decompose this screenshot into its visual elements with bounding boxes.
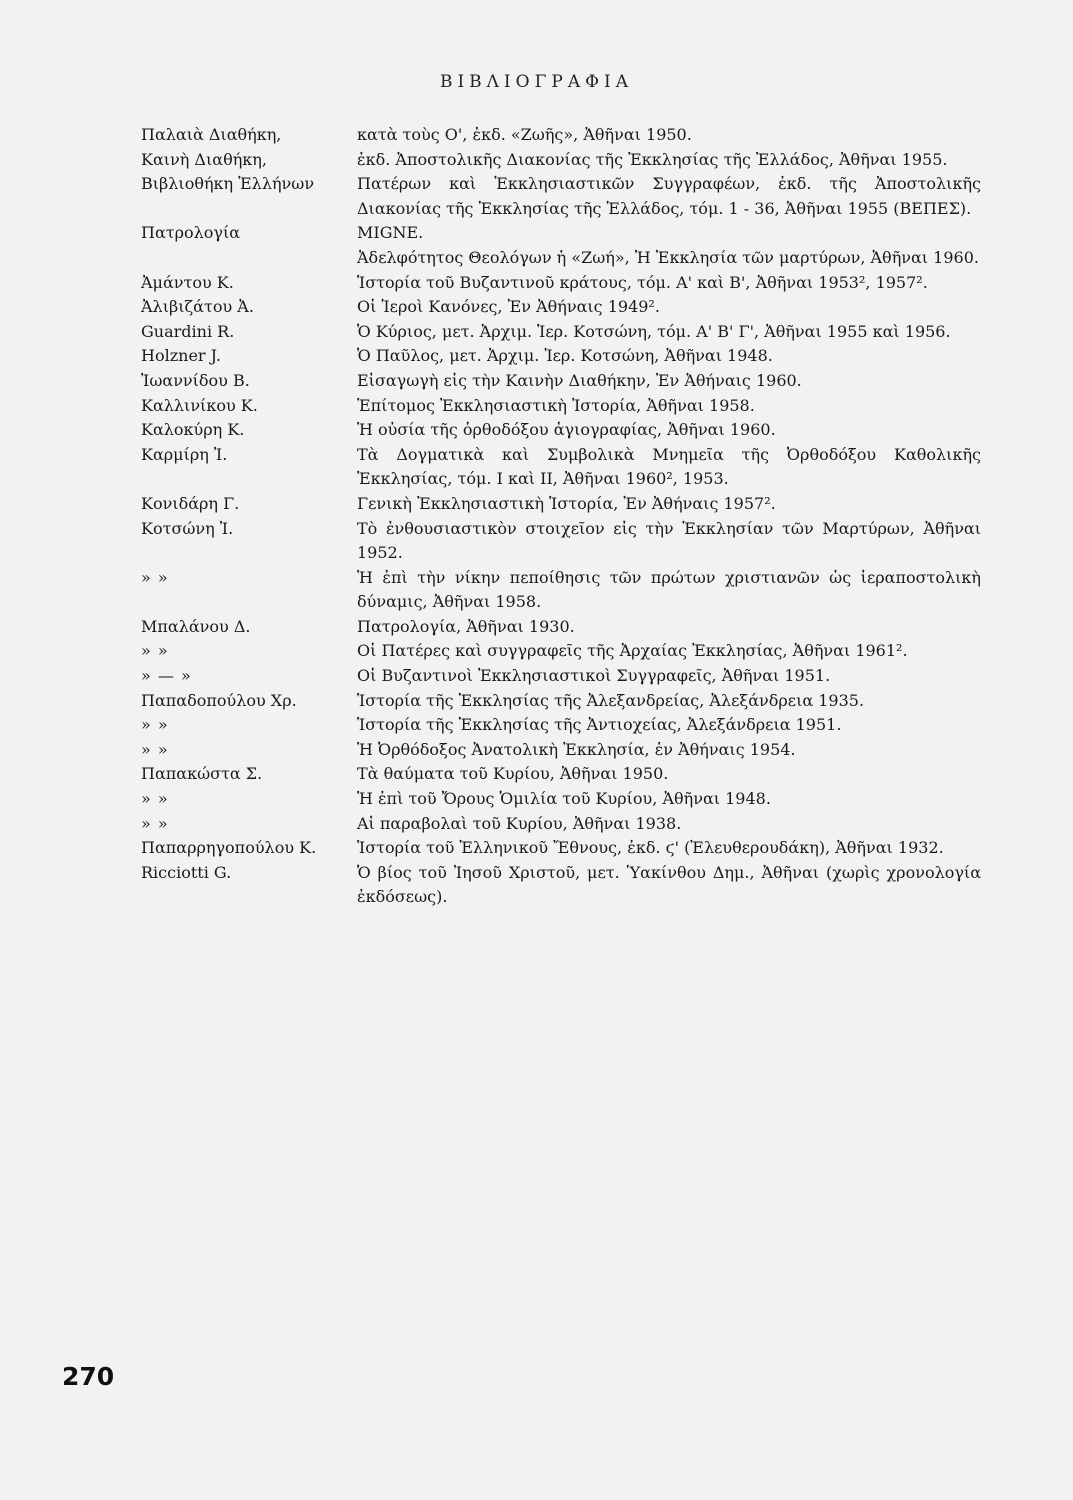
entry-work: Ἐπίτομος Ἐκκλησιαστικὴ Ἱστορία, Ἀθῆναι 1958. xyxy=(357,395,755,415)
page-title: ΒΙΒΛΙΟΓΡΑΦΙΑ xyxy=(439,72,634,92)
bibliography-entry xyxy=(141,787,981,812)
entry-work: Γενικὴ Ἐκκλησιαστικὴ Ἱστορία, Ἐν Ἀθήναις 1957². xyxy=(357,493,776,513)
entry-author: Μπαλάνου Δ. xyxy=(141,616,251,636)
entry-work: Ὁ Κύριος, μετ. Ἀρχιμ. Ἱερ. Κοτσώνη, τόμ. Α' Β' Γ', Ἀθῆναι 1955 καὶ 1956. xyxy=(357,321,951,341)
entry-author: Βιβλιοθήκη Ἑλλήνων xyxy=(141,174,315,194)
entry-author: Ricciotti G. xyxy=(141,862,232,882)
bibliography-entry xyxy=(141,689,981,714)
entry-author: Ἀλιβιζάτου Ἀ. xyxy=(141,297,254,317)
entry-author-ditto: » » xyxy=(141,739,169,759)
bibliography-entry xyxy=(141,148,981,173)
entry-work: Οἱ Βυζαντινοὶ Ἐκκλησιαστικοὶ Συγγραφεῖς, Ἀθῆναι 1951. xyxy=(357,666,831,686)
entry-author: Κοτσώνη Ἰ. xyxy=(141,518,234,538)
page-number: 270 xyxy=(62,1362,115,1391)
bibliography-entry xyxy=(141,320,981,345)
bibliography-entry xyxy=(141,566,981,615)
entry-author-ditto: » » xyxy=(141,813,169,833)
entry-work: Τὰ Δογματικὰ καὶ Συμβολικὰ Μνημεῖα τῆς Ὀρθοδόξου Καθολικῆς Ἐκκλησίας, τόμ. Ι καὶ ΙΙ, Ἀθῆναι 1960², 1953. xyxy=(357,444,981,489)
entry-author-ditto: » » xyxy=(141,715,169,735)
entry-work: κατὰ τοὺς Ο', ἐκδ. «Ζωῆς», Ἀθῆναι 1950. xyxy=(357,125,692,144)
bibliography-entry xyxy=(141,172,981,221)
bibliography-entry xyxy=(141,664,981,689)
bibliography-entry xyxy=(141,271,981,296)
entry-work: Πατέρων καὶ Ἐκκλησιαστικῶν Συγγραφέων, ἐκδ. τῆς Ἀποστολικῆς Διακονίας τῆς Ἐκκλησίας τῆς Ἑλλάδος, τόμ. 1 - 36, Ἀθῆναι 1955 (ΒΕΠΕΣ). xyxy=(357,174,981,218)
entry-author: Κονιδάρη Γ. xyxy=(141,493,240,513)
entry-author: Καινὴ Διαθήκη, xyxy=(141,149,267,169)
entry-work: Εἰσαγωγὴ εἰς τὴν Καινὴν Διαθήκην, Ἐν Ἀθήναις 1960. xyxy=(357,370,802,390)
entry-author-ditto: » » xyxy=(141,641,169,661)
entry-work: Οἱ Ἱεροὶ Κανόνες, Ἐν Ἀθήναις 1949². xyxy=(357,297,660,317)
bibliography-entry xyxy=(141,344,981,369)
entry-work: Ἀδελφότητος Θεολόγων ἡ «Ζωή», Ἡ Ἐκκλησία τῶν μαρτύρων, Ἀθῆναι 1960. xyxy=(357,247,979,267)
bibliography-entry xyxy=(141,738,981,763)
bibliography-entry xyxy=(141,762,981,787)
entry-author: Καλοκύρη Κ. xyxy=(141,420,245,440)
bibliography-entry xyxy=(141,492,981,517)
entry-work: Ἱστορία τῆς Ἐκκλησίας τῆς Ἀλεξανδρείας, Ἀλεξάνδρεια 1935. xyxy=(357,690,865,710)
entry-author: Παπακώστα Σ. xyxy=(141,764,263,784)
entry-author: Holzner J. xyxy=(141,346,221,366)
bibliography-entry xyxy=(141,861,981,910)
entry-work: Ἱστορία τοῦ Ἑλληνικοῦ Ἔθνους, ἐκδ. ϛ' (Ἐλευθερουδάκη), Ἀθῆναι 1932. xyxy=(357,838,944,858)
entry-author: Guardini R. xyxy=(141,321,235,341)
entry-work: Ἡ ἐπὶ τὴν νίκην πεποίθησις τῶν πρώτων χριστιανῶν ὡς ἱεραποστολικὴ δύναμις, Ἀθῆναι 1958. xyxy=(357,567,981,612)
entry-work: Πατρολογία, Ἀθῆναι 1930. xyxy=(357,616,575,636)
entry-work: Τὰ θαύματα τοῦ Κυρίου, Ἀθῆναι 1950. xyxy=(357,764,669,784)
entry-work: Ἡ Ὀρθόδοξος Ἀνατολικὴ Ἐκκλησία, ἐν Ἀθήναις 1954. xyxy=(357,739,796,759)
entry-author: Παπαρρηγοπούλου Κ. xyxy=(141,838,317,858)
bibliography-entry xyxy=(141,812,981,837)
entry-author: Παπαδοπούλου Χρ. xyxy=(141,690,297,710)
bibliography-entry xyxy=(141,246,981,271)
entry-work: MIGNE. xyxy=(357,223,424,243)
entry-work: Ὁ βίος τοῦ Ἰησοῦ Χριστοῦ, μετ. Ὑακίνθου Δημ., Ἀθῆναι (χωρὶς χρονολογία ἐκδόσεως). xyxy=(357,862,981,907)
bibliography-entry xyxy=(141,394,981,419)
bibliography-list xyxy=(141,123,981,910)
entry-work: Τὸ ἐνθουσιαστικὸν στοιχεῖον εἰς τὴν Ἐκκλησίαν τῶν Μαρτύρων, Ἀθῆναι 1952. xyxy=(357,518,981,563)
entry-work: Οἱ Πατέρες καὶ συγγραφεῖς τῆς Ἀρχαίας Ἐκκλησίας, Ἀθῆναι 1961². xyxy=(357,641,908,661)
entry-author-ditto: » » xyxy=(141,567,169,587)
entry-author: Καλλινίκου Κ. xyxy=(141,395,258,415)
entry-work: Ἡ ἐπὶ τοῦ Ὄρους Ὁμιλία τοῦ Κυρίου, Ἀθῆναι 1948. xyxy=(357,789,771,809)
bibliography-entry xyxy=(141,517,981,566)
bibliography-entry xyxy=(141,221,981,246)
bibliography-entry xyxy=(141,615,981,640)
entry-work: Ἱστορία τοῦ Βυζαντινοῦ κράτους, τόμ. Α' καὶ Β', Ἀθῆναι 1953², 1957². xyxy=(357,272,928,292)
bibliography-entry xyxy=(141,123,981,148)
bibliography-entry xyxy=(141,418,981,443)
entry-author: Ἰωαννίδου Β. xyxy=(141,370,250,390)
entry-author-ditto: » — » xyxy=(141,666,192,686)
entry-author: Ἀμάντου Κ. xyxy=(141,272,234,292)
entry-author: Παλαιὰ Διαθήκη, xyxy=(141,125,282,144)
bibliography-entry xyxy=(141,369,981,394)
bibliography-entry xyxy=(141,443,981,492)
entry-work: Ἡ οὐσία τῆς ὀρθοδόξου ἁγιογραφίας, Ἀθῆναι 1960. xyxy=(357,420,776,440)
entry-author-ditto: » » xyxy=(141,789,169,809)
bibliography-entry xyxy=(141,639,981,664)
bibliography-entry xyxy=(141,836,981,861)
entry-work: Ἱστορία τῆς Ἐκκλησίας τῆς Ἀντιοχείας, Ἀλεξάνδρεια 1951. xyxy=(357,715,842,735)
bibliography-entry xyxy=(141,713,981,738)
entry-work: Αἱ παραβολαὶ τοῦ Κυρίου, Ἀθῆναι 1938. xyxy=(357,813,682,833)
bibliography-entry xyxy=(141,295,981,320)
entry-work: ἐκδ. Ἀποστολικῆς Διακονίας τῆς Ἐκκλησίας τῆς Ἑλλάδος, Ἀθῆναι 1955. xyxy=(357,149,948,169)
entry-author: Καρμίρη Ἰ. xyxy=(141,444,228,464)
entry-work: Ὁ Παῦλος, μετ. Ἀρχιμ. Ἱερ. Κοτσώνη, Ἀθῆναι 1948. xyxy=(357,346,773,366)
entry-author: Πατρολογία xyxy=(141,223,241,243)
